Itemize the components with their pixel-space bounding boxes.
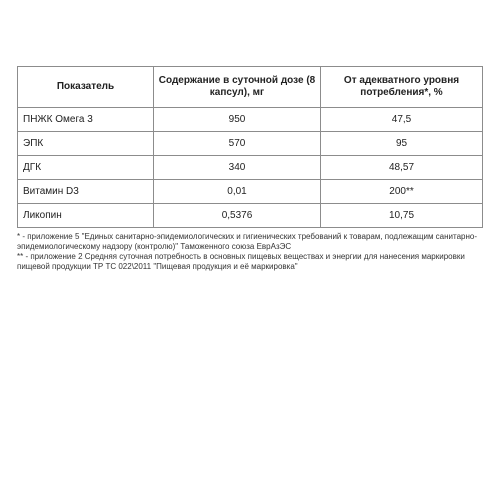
row-dose: 950: [154, 108, 321, 132]
table-row: [18, 204, 483, 228]
table-row: [18, 180, 483, 204]
row-percent: 95: [321, 132, 483, 156]
row-name: ПНЖК Омега 3: [18, 108, 154, 132]
nutrition-table: [17, 66, 483, 228]
document: [17, 66, 482, 272]
row-percent: 48,57: [321, 156, 483, 180]
table-row: [18, 156, 483, 180]
row-name: Витамин D3: [18, 180, 154, 204]
row-percent: 10,75: [321, 204, 483, 228]
header-adequate-level: От адекватного уровня потребления*, %: [321, 67, 483, 108]
table-row: [18, 108, 483, 132]
header-daily-dose: Содержание в суточной дозе (8 капсул), мг: [154, 67, 321, 108]
footnote-2: ** - приложение 2 Средняя суточная потребность в основных пищевых веществах и энергии для нанесения маркировки пищевой продукции ТР ТС 022\2011 "Пищевая продукция и её маркировка": [17, 252, 465, 271]
table-row: [18, 132, 483, 156]
row-name: ЭПК: [18, 132, 154, 156]
row-dose: 0,5376: [154, 204, 321, 228]
row-percent: 200**: [321, 180, 483, 204]
row-dose: 0,01: [154, 180, 321, 204]
row-percent: 47,5: [321, 108, 483, 132]
row-name: ДГК: [18, 156, 154, 180]
table-header-row: [18, 67, 483, 108]
footnotes: [17, 232, 487, 272]
footnote-1: * - приложение 5 "Единых санитарно-эпидемиологических и гигиенических требований к товарам, подлежащим санитарно-эпидемиологическому надзору (контролю)" Таможенного союза ЕврАзЭС: [17, 232, 478, 251]
header-indicator: Показатель: [18, 67, 154, 108]
row-dose: 570: [154, 132, 321, 156]
row-name: Ликопин: [18, 204, 154, 228]
row-dose: 340: [154, 156, 321, 180]
